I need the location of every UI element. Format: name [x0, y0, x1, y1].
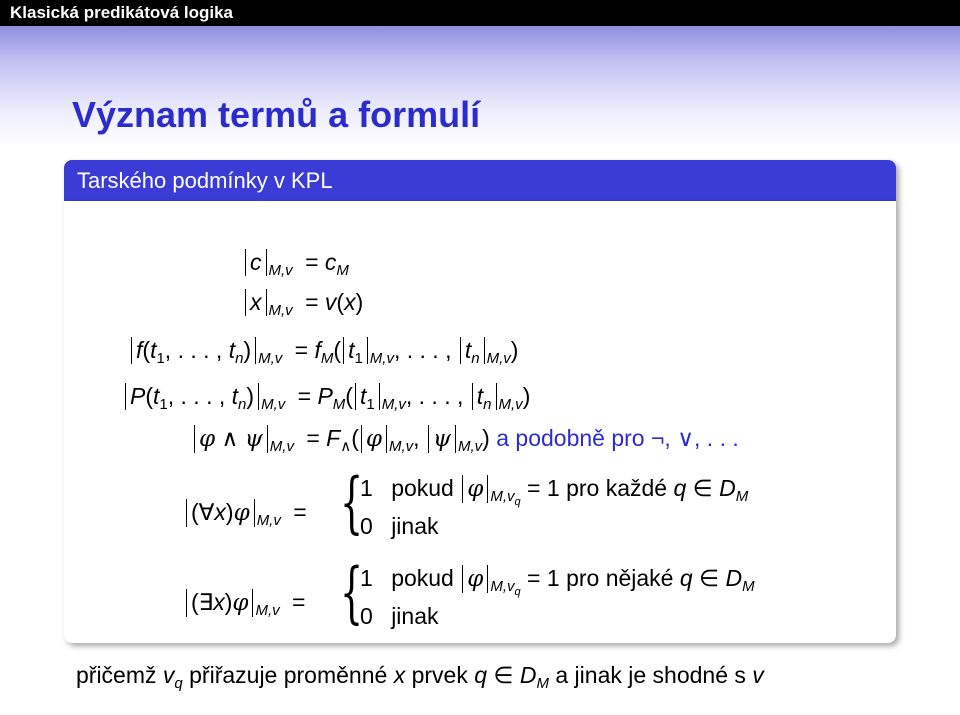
exists-case-1: 1 pokud φ $_{M,v_q}$ = 1 pro nějaké q ∈ $D_M$: [360, 565, 755, 598]
formula-constant: c $_{M,v} = c_M$: [243, 248, 349, 276]
bottom-note: přičemž $v_q$ přiřazuje proměnné x prvek q ∈ $D_M$ a jinak je shodné s v: [76, 662, 764, 692]
formula-function: $f(t_1$, . . . , $t_n$) $_{M,v} = f_M$( $t_1$ $_{M,v}$, . . . , $t_n$ $_{M,v}$): [129, 336, 518, 364]
similar-note: a podobně pro: [496, 425, 645, 451]
brace-forall: {: [340, 464, 364, 541]
formula-conjunction: φ ∧ ψ $_{M,v} = F_\wedge$( φ $_{M,v}$, ψ $_{M,v}$) a podobně pro ¬, ∨, . . .: [192, 424, 739, 453]
formula-predicate: $P(t_1$, . . . , $t_n$) $_{M,v} = P_M$( $t_1$ $_{M,v}$, . . . , $t_n$ $_{M,v}$): [123, 382, 530, 410]
forall-case-1: 1 pokud φ $_{M,v_q}$ = 1 pro každé q ∈ $D_M$: [360, 475, 749, 508]
exists-case-0: 0 jinak: [360, 603, 439, 629]
frame-title: Význam termů a formulí: [72, 94, 481, 135]
formula-forall-lhs: (∀x)φ $_{M,v}$ =: [184, 498, 307, 527]
formula-exists-lhs: (∃x)φ $_{M,v}$ =: [184, 588, 305, 617]
formula-variable: x $_{M,v}$ = v(x): [243, 288, 363, 316]
top-bar: [0, 0, 960, 26]
block-title: Tarského podmínky v KPL: [77, 168, 333, 193]
section-title: Klasická predikátová logika: [10, 3, 233, 22]
brace-exists: {: [340, 554, 364, 631]
forall-case-0: 0 jinak: [360, 513, 439, 539]
block-header: [64, 160, 896, 201]
